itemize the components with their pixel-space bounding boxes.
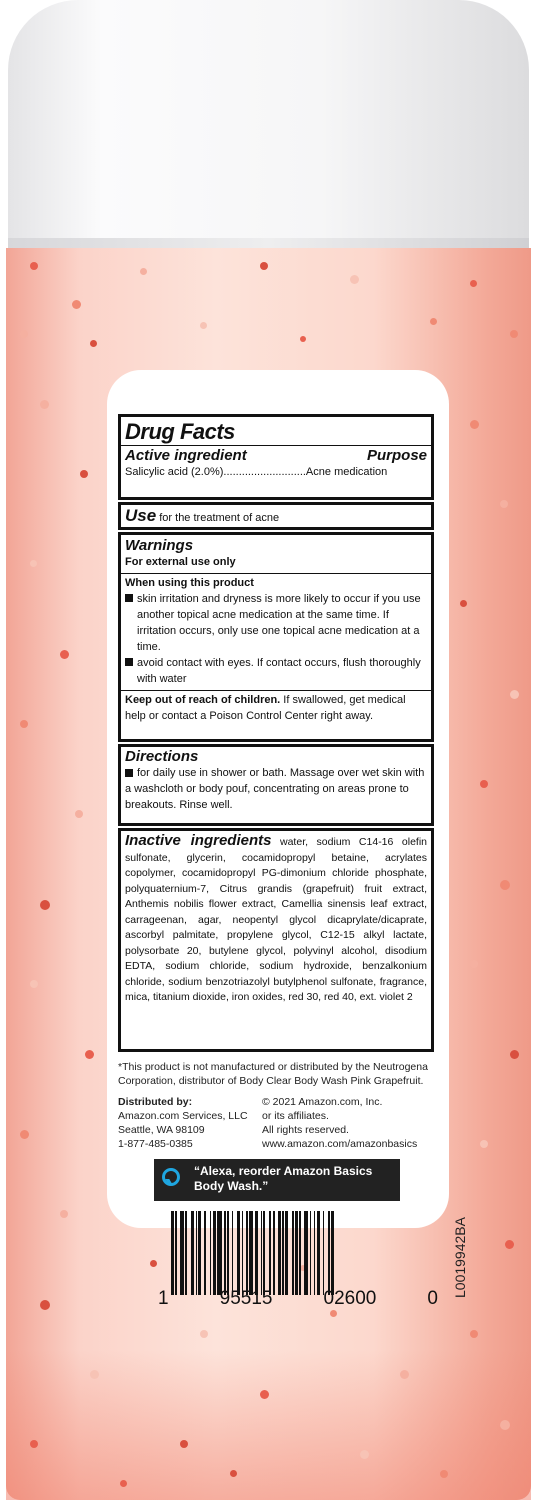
inactive-box [118,828,434,1052]
gel-bead [80,470,88,478]
gel-bead [510,1050,519,1059]
gel-bead [40,400,49,409]
distributor-line: Amazon.com Services, LLC [118,1110,248,1122]
disclaimer-text: *This product is not manufactured or distributed by the Neutrogena Corporation, distributor of Body Clear Body Wash Pink Grapefruit. [118,1061,428,1087]
keep-out-text [121,691,431,724]
keep-out-bold: Keep out of reach of children. [125,694,281,706]
gel-bead [30,560,37,567]
active-ingredient-line: Salicylic acid (2.0%)...........................Acne medication [125,466,388,478]
gel-bead [180,1440,188,1448]
gel-bead [150,1260,157,1267]
gel-bead [470,420,479,429]
use-text: for the treatment of acne [156,512,280,524]
gel-bead [330,1310,337,1317]
gel-bead [90,340,97,347]
drug-facts-title-text: Drug Facts [125,419,235,444]
inactive-paragraph [121,831,431,1006]
gel-bead [470,280,477,287]
gel-bead [75,810,83,818]
gel-bead [440,1470,448,1478]
warnings-heading: Warnings [125,537,194,554]
use-row [121,505,431,527]
gel-bead [72,300,81,309]
warning-bullet-1-text: skin irritation and dryness is more likely to occur if you use another topical acne medication at the same time. If irritation occurs, only use one topical acne medication at a time. [137,593,421,653]
alexa-ring-icon [162,1168,180,1186]
barcode-digits [158,1288,438,1310]
website-text: www.amazon.com/amazonbasics [262,1138,418,1150]
active-heading-row [121,446,431,464]
inactive-heading: Inactive ingredients [125,832,272,849]
gel-bead [260,1390,269,1399]
gel-bead [85,1050,94,1059]
gel-bead [350,275,359,284]
barcode-digit-group: 1 [158,1288,169,1309]
directions-heading: Directions [125,748,199,765]
distributor-phone: 1-877-485-0385 [118,1138,193,1150]
inactive-text: water, sodium C14-16 olefin sulfonate, glycerin, cocamidopropyl betaine, acrylates copolymer, cocamidopropyl PG-dimonium chloride phosphate, polyquaternium-7, Citrus grandis (grapefruit) fruit extract, Anthemis nobilis flower extract, Camellia sinensis leaf extract, carrageenan, agar, neopentyl glycol dicaprylate/dicaprate, ascorbyl palmitate, propylene glycol, C12-15 alkyl lactate, polysorbate 20, butylene glycol, polyvinyl alcohol, disodium EDTA, sodium chloride, sodium hydroxide, benzalkonium chloride, sodium benzotriazolyl butylphenol sulfonate, fragrance, mica, titanium dioxide, iron oxides, red 30, red 40, ext. violet 2 [125,836,427,1003]
gel-bead [20,720,28,728]
lot-code: L0019942BA [452,1217,468,1298]
when-using-heading: When using this product [125,577,254,589]
drug-facts-title [121,417,431,445]
distributor-block [118,1095,268,1151]
gel-bead [90,1370,99,1379]
bottle-bottom-shade [6,1350,531,1500]
active-ingredient-heading: Active ingredient [125,447,247,464]
gel-bead [510,330,518,338]
directions-box [118,744,434,826]
gel-bead [360,1450,369,1459]
warnings-box [118,532,434,742]
distributor-line: Seattle, WA 98109 [118,1124,205,1136]
gel-bead [480,1140,488,1148]
gel-bead [500,500,508,508]
gel-bead [200,1330,208,1338]
distributor-heading: Distributed by: [118,1096,193,1108]
barcode-digit-group: 0 [427,1288,438,1309]
bullet-square-icon [125,594,133,602]
gel-bead [40,900,50,910]
use-box [118,502,434,530]
copyright-block [262,1095,442,1151]
drug-facts-box [118,414,434,500]
alexa-text: “Alexa, reorder Amazon Basics Body Wash.” [194,1164,373,1193]
gel-bead [140,268,147,275]
bottle-cap [8,0,529,250]
barcode-bar [334,1211,335,1295]
gel-bead [60,1210,68,1218]
gel-bead [500,1420,510,1430]
gel-bead [460,600,467,607]
gel-bead [20,1130,29,1139]
bullet-square-icon [125,769,133,777]
gel-bead [260,262,268,270]
gel-bead [30,1440,38,1448]
gel-bead [505,1240,514,1249]
copyright-line: or its affiliates. [262,1110,329,1122]
alexa-banner [154,1159,400,1201]
copyright-line: © 2021 Amazon.com, Inc. [262,1096,383,1108]
gel-bead [400,1370,409,1379]
external-use-text: For external use only [125,556,236,568]
gel-bead [30,980,38,988]
gel-bead [30,262,38,270]
gel-bead [510,690,519,699]
gel-bead [300,336,306,342]
gel-bead [20,330,28,338]
gel-bead [470,960,478,968]
keep-out-rest: If swallowed, get medical help or contact a Poison Control Center right away. [125,694,406,722]
barcode [171,1211,415,1295]
warning-bullet-2 [125,655,427,687]
gel-bead [40,1300,50,1310]
warning-bullet-2-text: avoid contact with eyes. If contact occurs, flush thoroughly with water [137,657,421,685]
gel-bead [480,780,488,788]
directions-row [125,765,427,813]
gel-bead [500,880,510,890]
gel-bead [200,322,207,329]
copyright-line: All rights reserved. [262,1124,349,1136]
barcode-digit-group: 02600 [323,1288,377,1309]
gel-bead [60,650,69,659]
directions-text: for daily use in shower or bath. Massage over wet skin with a washcloth or body pouf, concentrating on areas prone to breakouts. Rinse well. [125,767,425,811]
gel-bead [470,1330,478,1338]
gel-bead [120,1480,127,1487]
bullet-square-icon [125,658,133,666]
gel-bead [430,318,437,325]
purpose-heading: Purpose [366,447,427,464]
barcode-digit-group: 95515 [219,1288,273,1309]
gel-bead [230,1470,237,1477]
warning-bullet-1 [125,591,427,655]
use-heading: Use [125,506,157,525]
